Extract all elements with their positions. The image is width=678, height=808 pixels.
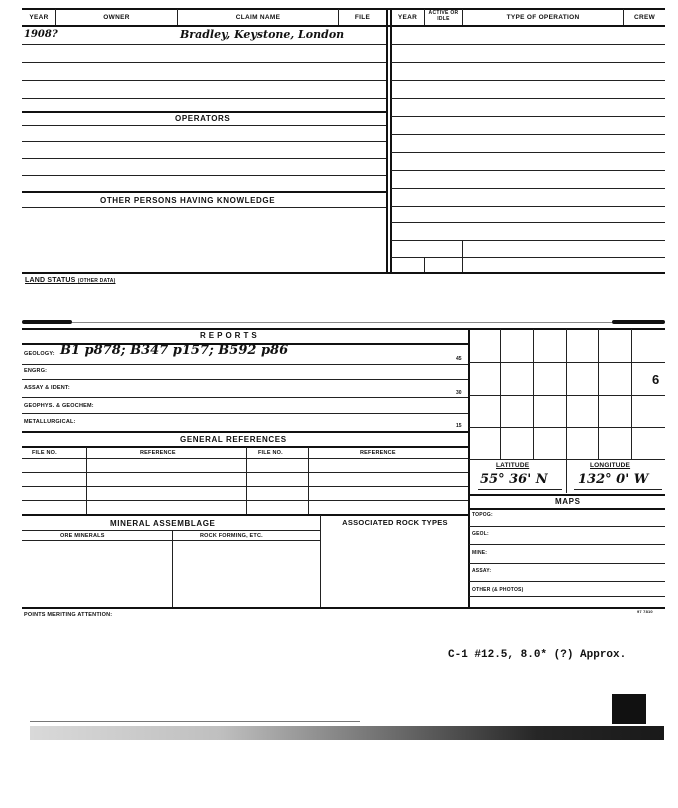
scan-block bbox=[612, 694, 646, 724]
divider bbox=[308, 447, 309, 514]
rule bbox=[22, 379, 468, 380]
header-active-or-idle: ACTIVE OR IDLE bbox=[428, 10, 459, 22]
rule bbox=[22, 328, 665, 330]
rule bbox=[469, 459, 665, 460]
rule bbox=[22, 191, 386, 193]
mineral-assemblage-title: MINERAL ASSEMBLAGE bbox=[110, 519, 216, 528]
marker-45: 45 bbox=[456, 356, 462, 362]
other-persons-label: OTHER PERSONS HAVING KNOWLEDGE bbox=[100, 196, 276, 205]
rule bbox=[469, 563, 665, 564]
map-other: OTHER (& PHOTOS) bbox=[472, 587, 524, 593]
rule bbox=[391, 170, 665, 171]
divider bbox=[462, 240, 463, 272]
metallurgical-label: METALLURGICAL: bbox=[24, 419, 76, 425]
map-assay: ASSAY: bbox=[472, 568, 492, 574]
rule bbox=[469, 494, 665, 496]
ore-minerals-label: ORE MINERALS bbox=[60, 533, 105, 539]
rule bbox=[469, 427, 665, 428]
rule bbox=[22, 500, 468, 501]
rule bbox=[391, 222, 665, 223]
rule bbox=[22, 607, 665, 609]
operators-label: OPERATORS bbox=[175, 114, 231, 123]
rule bbox=[478, 489, 562, 490]
rule bbox=[469, 596, 665, 597]
rule bbox=[469, 395, 665, 396]
divider bbox=[390, 9, 392, 273]
rule bbox=[391, 62, 665, 63]
rule bbox=[22, 111, 386, 113]
header-year: YEAR bbox=[29, 14, 49, 21]
rule bbox=[22, 141, 386, 142]
rule bbox=[22, 158, 386, 159]
general-references-title: GENERAL REFERENCES bbox=[180, 435, 287, 444]
rule bbox=[391, 188, 665, 189]
rule bbox=[22, 486, 468, 487]
rule bbox=[22, 413, 468, 414]
divider bbox=[468, 329, 470, 609]
entry-year: 1908? bbox=[24, 29, 58, 40]
rule bbox=[391, 206, 665, 207]
longitude-label: LONGITUDE bbox=[590, 462, 631, 469]
top-table-bottom-border bbox=[22, 272, 665, 274]
geology-value: B1 p878; B347 p157; B592 p86 bbox=[60, 343, 289, 358]
header-owner: OWNER bbox=[103, 14, 130, 21]
points-meriting-attention: POINTS MERITING ATTENTION: bbox=[24, 612, 113, 618]
rule bbox=[574, 489, 662, 490]
latitude-label: LATITUDE bbox=[496, 462, 530, 469]
rule bbox=[22, 80, 386, 81]
form-code: 97 7810 bbox=[637, 609, 653, 614]
assay-label: ASSAY & IDENT: bbox=[24, 385, 70, 391]
header-file: FILE bbox=[354, 14, 371, 21]
rule bbox=[22, 431, 468, 433]
rule bbox=[22, 207, 386, 208]
land-status-sub: (OTHER DATA) bbox=[77, 278, 116, 284]
rule bbox=[391, 134, 665, 135]
header-claim-name: CLAIM NAME bbox=[235, 14, 281, 21]
header-year-right: YEAR bbox=[397, 14, 418, 21]
top-border bbox=[22, 8, 665, 10]
ref-header-file-no-2: FILE NO. bbox=[258, 450, 283, 456]
map-geol: GEOL: bbox=[472, 531, 489, 537]
rule bbox=[391, 257, 665, 258]
rule bbox=[469, 544, 665, 545]
divider bbox=[386, 9, 388, 273]
header-bottom-border bbox=[22, 25, 665, 27]
associated-rock-types: ASSOCIATED ROCK TYPES bbox=[342, 518, 448, 527]
rule bbox=[72, 322, 612, 323]
typed-note: C-1 #12.5, 8.0* (?) Approx. bbox=[448, 649, 627, 661]
rule bbox=[22, 530, 320, 531]
rule bbox=[22, 472, 468, 473]
divider bbox=[566, 460, 567, 493]
rule bbox=[22, 446, 468, 448]
geophys-label: GEOPHYS. & GEOCHEM: bbox=[24, 403, 94, 409]
rule bbox=[22, 44, 386, 45]
rule bbox=[22, 175, 386, 176]
scan-mark bbox=[612, 320, 665, 324]
rule bbox=[469, 526, 665, 527]
longitude-value: 132° 0' W bbox=[578, 472, 649, 487]
rule bbox=[22, 125, 386, 126]
rule bbox=[22, 540, 320, 541]
divider bbox=[320, 515, 321, 607]
ref-header-reference-2: REFERENCE bbox=[360, 450, 396, 456]
land-status-title: LAND STATUS bbox=[25, 277, 76, 284]
map-topog: TOPOG: bbox=[472, 512, 493, 518]
rule bbox=[22, 514, 468, 516]
divider bbox=[598, 329, 599, 459]
rule bbox=[391, 44, 665, 45]
ref-header-reference: REFERENCE bbox=[140, 450, 176, 456]
divider bbox=[86, 447, 87, 514]
rock-forming-label: ROCK FORMING, ETC. bbox=[200, 533, 263, 539]
marker-15: 15 bbox=[456, 423, 462, 429]
divider bbox=[533, 329, 534, 459]
rule bbox=[391, 152, 665, 153]
rule bbox=[22, 397, 468, 398]
rule bbox=[391, 116, 665, 117]
rule bbox=[391, 80, 665, 81]
divider bbox=[500, 329, 501, 459]
scan-smear bbox=[30, 726, 664, 740]
latitude-value: 55° 36' N bbox=[480, 472, 548, 487]
engrg-label: ENGRG: bbox=[24, 368, 48, 374]
rule bbox=[22, 458, 468, 459]
rule bbox=[22, 98, 386, 99]
divider bbox=[424, 258, 425, 272]
rule bbox=[391, 98, 665, 99]
land-status-label bbox=[25, 277, 115, 284]
grid-number: 6 bbox=[652, 372, 660, 387]
rule bbox=[391, 240, 665, 241]
header-crew: CREW bbox=[633, 14, 656, 21]
reports-title: REPORTS bbox=[200, 331, 260, 340]
entry-claim-name: Bradley, Keystone, London bbox=[180, 28, 345, 41]
scan-mark bbox=[22, 320, 72, 324]
rule bbox=[22, 62, 386, 63]
header-type-of-operation: TYPE OF OPERATION bbox=[506, 14, 580, 21]
maps-label: MAPS bbox=[555, 497, 581, 506]
ref-header-file-no: FILE NO. bbox=[32, 450, 57, 456]
rule bbox=[469, 362, 665, 363]
marker-30: 30 bbox=[456, 390, 462, 396]
rule bbox=[469, 508, 665, 510]
rule bbox=[22, 364, 468, 365]
divider bbox=[246, 447, 247, 514]
divider bbox=[172, 531, 173, 607]
rule bbox=[469, 581, 665, 582]
geology-label: GEOLOGY: bbox=[24, 351, 55, 357]
map-mine: MINE: bbox=[472, 550, 488, 556]
divider bbox=[631, 329, 632, 459]
divider bbox=[566, 329, 567, 459]
rule bbox=[30, 721, 360, 722]
